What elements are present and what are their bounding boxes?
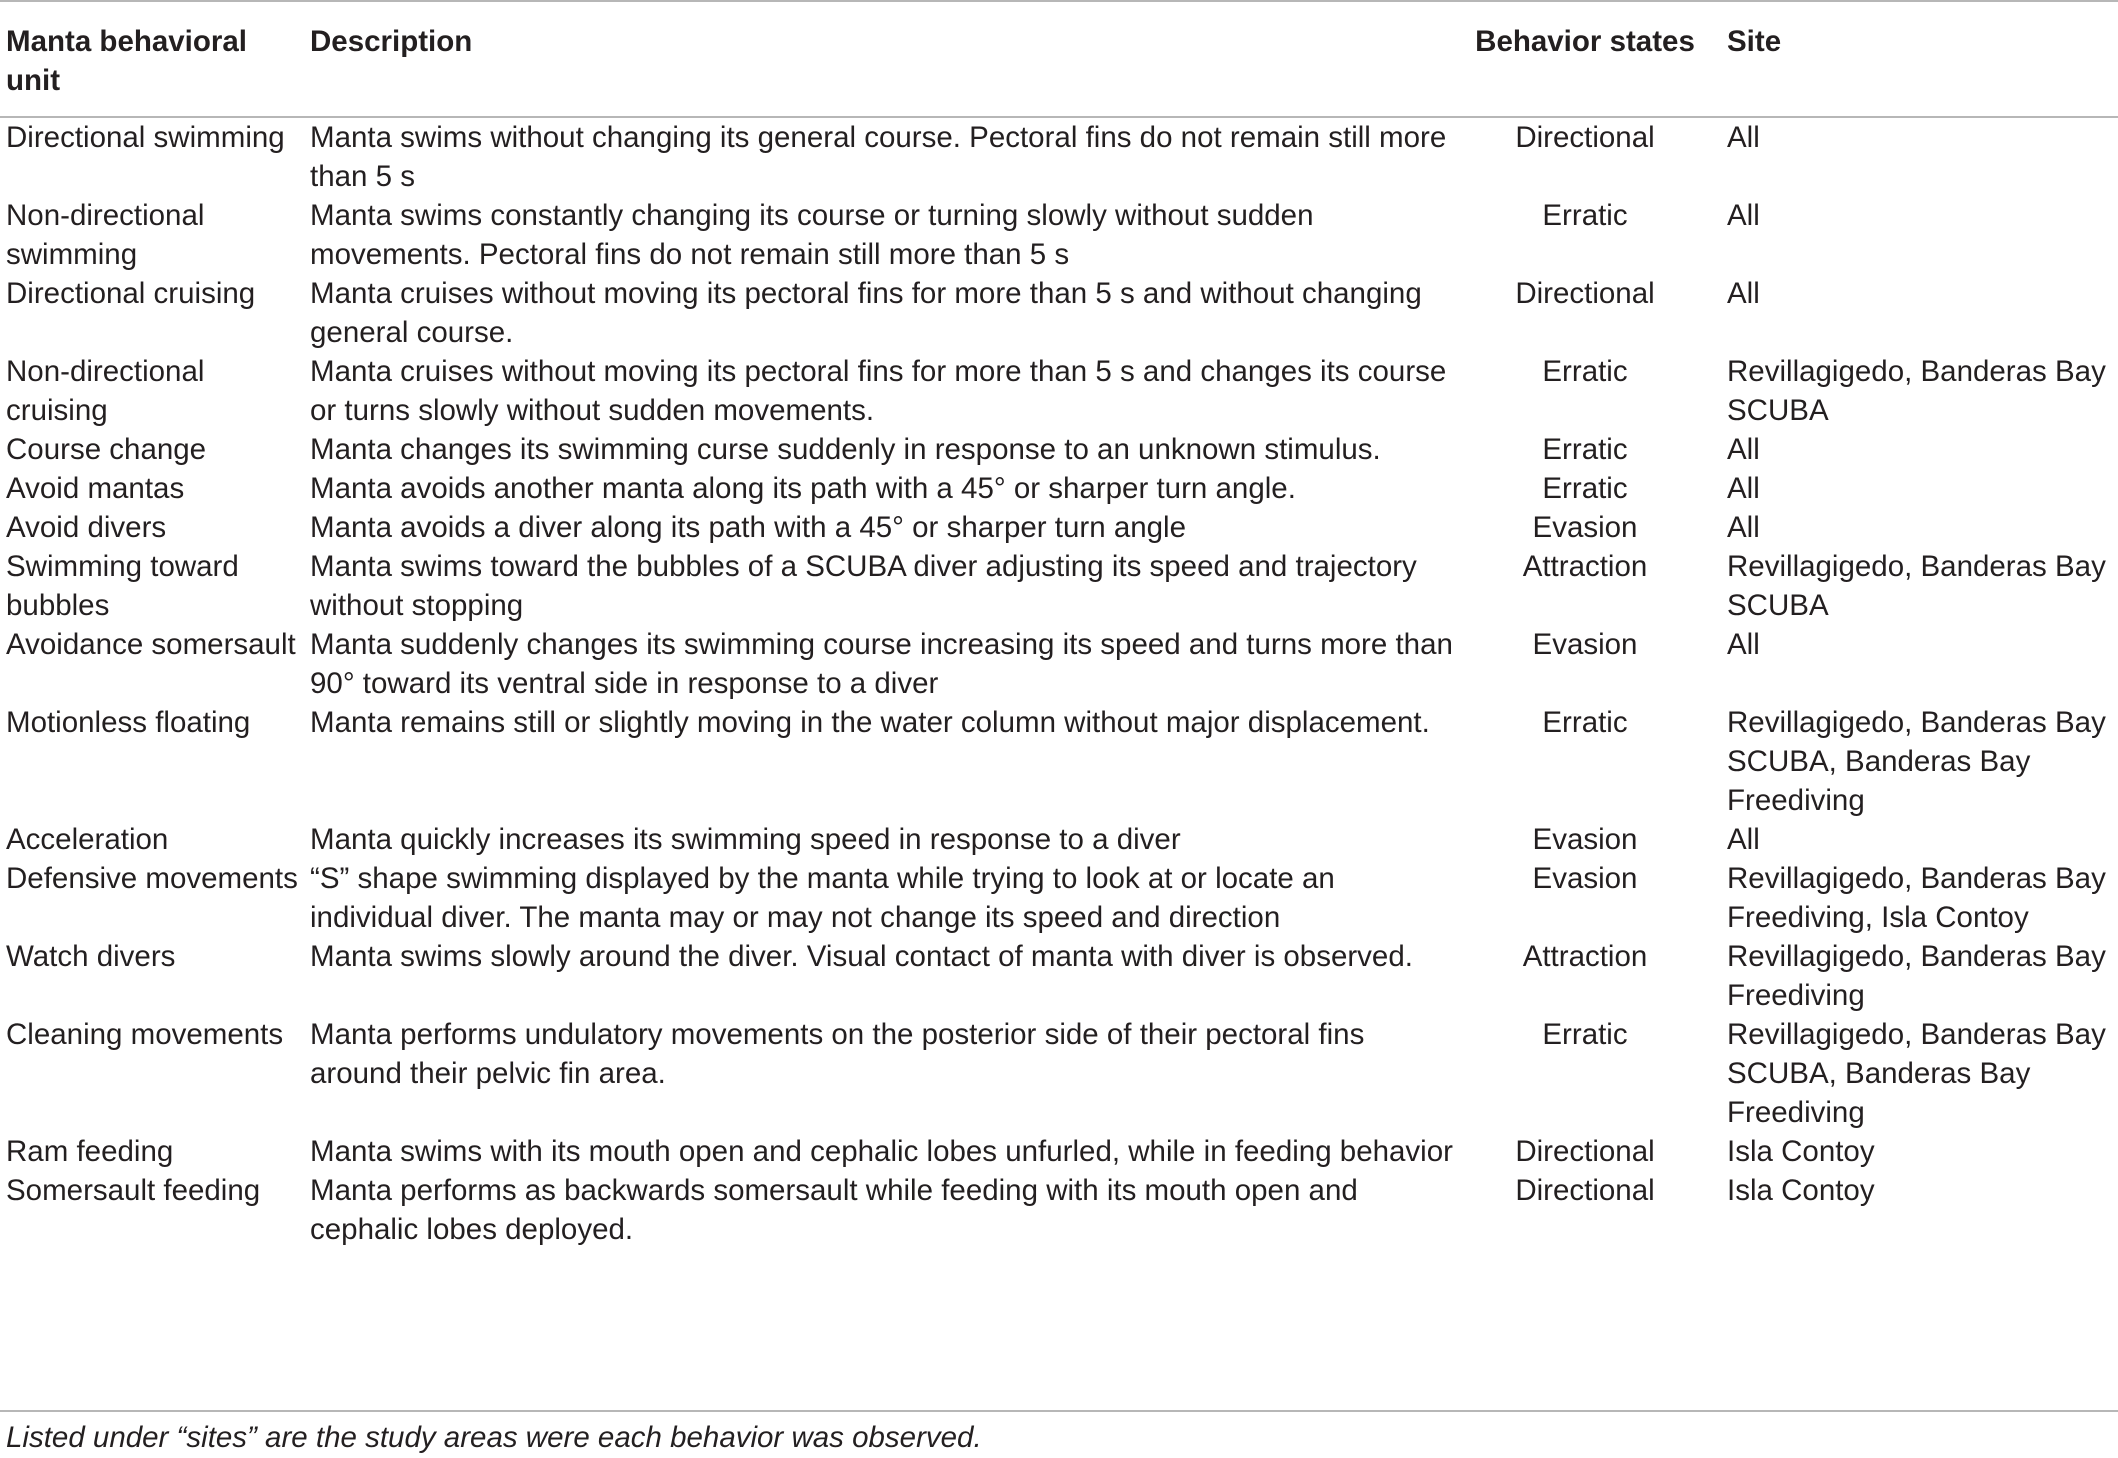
header-description: Description	[304, 1, 1453, 117]
behavior-state-cell: Evasion	[1532, 511, 1638, 544]
behavioral-unit-cell: Motionless floating	[6, 706, 251, 739]
description-cell: Manta cruises without moving its pectoral fins for more than 5 s and changes its course or turns slowly without sudden movements.	[310, 355, 1447, 427]
behavioral-unit-cell: Avoidance somersault	[6, 628, 296, 661]
site-cell: All	[1727, 277, 1760, 310]
table-row	[0, 1171, 2118, 1249]
behavior-state-cell: Erratic	[1542, 433, 1628, 466]
table-row	[0, 469, 2118, 508]
site-cell: All	[1727, 199, 1760, 232]
behavior-state-cell: Directional	[1515, 121, 1655, 154]
site-cell: Revillagigedo, Banderas Bay SCUBA	[1727, 355, 2106, 427]
table-footnote: Listed under “sites” are the study areas were each behavior was observed.	[6, 1421, 982, 1454]
behavior-state-cell: Evasion	[1532, 628, 1638, 661]
behavior-state-cell: Erratic	[1542, 706, 1628, 739]
table-row	[0, 430, 2118, 469]
description-cell: Manta swims toward the bubbles of a SCUBA diver adjusting its speed and trajectory without stopping	[310, 550, 1417, 622]
description-cell: Manta swims without changing its general course. Pectoral fins do not remain still more than 5 s	[310, 121, 1447, 193]
table-row	[0, 1015, 2118, 1132]
behavioral-unit-cell: Somersault feeding	[6, 1174, 261, 1207]
site-cell: Isla Contoy	[1727, 1174, 1875, 1207]
behavior-state-cell: Evasion	[1532, 823, 1638, 856]
site-cell: Revillagigedo, Banderas Bay SCUBA, Banderas Bay Freediving	[1727, 706, 2106, 817]
behavior-state-cell: Attraction	[1522, 550, 1648, 583]
table-row	[0, 625, 2118, 703]
behavioral-unit-cell: Directional swimming	[6, 121, 285, 154]
site-cell: All	[1727, 823, 1760, 856]
behavioral-unit-cell: Avoid divers	[6, 511, 167, 544]
site-cell: Revillagigedo, Banderas Bay SCUBA	[1727, 550, 2106, 622]
site-cell: Isla Contoy	[1727, 1135, 1875, 1168]
site-cell: All	[1727, 511, 1760, 544]
description-cell: Manta swims slowly around the diver. Visual contact of manta with diver is observed.	[310, 940, 1413, 973]
description-cell: “S” shape swimming displayed by the manta while trying to look at or locate an individual diver. The manta may or may not change its speed and direction	[310, 862, 1335, 934]
table-row	[0, 117, 2118, 196]
site-cell: All	[1727, 472, 1760, 505]
behavioral-unit-cell: Swimming toward bubbles	[6, 550, 239, 622]
table-row	[0, 859, 2118, 937]
table-row	[0, 820, 2118, 859]
site-cell: All	[1727, 433, 1760, 466]
table-body	[0, 117, 2118, 1249]
behavior-state-cell: Directional	[1515, 277, 1655, 310]
behavioral-unit-cell: Cleaning movements	[6, 1018, 284, 1051]
table-row	[0, 703, 2118, 820]
table-row	[0, 196, 2118, 274]
description-cell: Manta remains still or slightly moving in the water column without major displacement.	[310, 706, 1430, 739]
description-cell: Manta performs undulatory movements on the posterior side of their pectoral fins around their pelvic fin area.	[310, 1018, 1365, 1090]
description-cell: Manta swims with its mouth open and cephalic lobes unfurled, while in feeding behavior	[310, 1135, 1453, 1168]
table-row	[0, 508, 2118, 547]
header-behavioral-unit: Manta behavioral unit	[0, 1, 304, 117]
table-row	[0, 352, 2118, 430]
table-bottom-rule	[0, 1410, 2118, 1412]
behavioral-unit-cell: Watch divers	[6, 940, 176, 973]
behavioral-unit-cell: Non-directional cruising	[6, 355, 205, 427]
description-cell: Manta avoids a diver along its path with a 45° or sharper turn angle	[310, 511, 1186, 544]
behavior-state-cell: Erratic	[1542, 355, 1628, 388]
behavior-state-cell: Erratic	[1542, 199, 1628, 232]
table-row	[0, 1132, 2118, 1171]
behavioral-unit-cell: Acceleration	[6, 823, 169, 856]
description-cell: Manta quickly increases its swimming speed in response to a diver	[310, 823, 1181, 856]
table-header-row	[0, 1, 2118, 117]
behavioral-unit-cell: Ram feeding	[6, 1135, 174, 1168]
description-cell: Manta avoids another manta along its path with a 45° or sharper turn angle.	[310, 472, 1296, 505]
description-cell: Manta swims constantly changing its course or turning slowly without sudden movements. Pectoral fins do not remain still more than 5 s	[310, 199, 1314, 271]
site-cell: Revillagigedo, Banderas Bay Freediving	[1727, 940, 2106, 1012]
behavior-state-cell: Erratic	[1542, 472, 1628, 505]
behavior-state-cell: Erratic	[1542, 1018, 1628, 1051]
behavior-state-cell: Evasion	[1532, 862, 1638, 895]
header-behavior-states: Behavior states	[1453, 1, 1717, 117]
behavioral-unit-cell: Avoid mantas	[6, 472, 185, 505]
table-row	[0, 937, 2118, 1015]
description-cell: Manta performs as backwards somersault while feeding with its mouth open and cephalic lobes deployed.	[310, 1174, 1358, 1246]
behavior-state-cell: Directional	[1515, 1174, 1655, 1207]
description-cell: Manta suddenly changes its swimming course increasing its speed and turns more than 90° toward its ventral side in response to a diver	[310, 628, 1453, 700]
behavioral-unit-cell: Non-directional swimming	[6, 199, 205, 271]
header-site: Site	[1717, 1, 2118, 117]
site-cell: All	[1727, 121, 1760, 154]
behavioral-unit-cell: Defensive movements	[6, 862, 298, 895]
table-row	[0, 274, 2118, 352]
behavior-state-cell: Attraction	[1522, 940, 1648, 973]
behavioral-unit-cell: Directional cruising	[6, 277, 256, 310]
behavioral-unit-cell: Course change	[6, 433, 207, 466]
behavior-state-cell: Directional	[1515, 1135, 1655, 1168]
site-cell: Revillagigedo, Banderas Bay SCUBA, Banderas Bay Freediving	[1727, 1018, 2106, 1129]
description-cell: Manta changes its swimming curse suddenly in response to an unknown stimulus.	[310, 433, 1381, 466]
description-cell: Manta cruises without moving its pectoral fins for more than 5 s and without changing general course.	[310, 277, 1422, 349]
site-cell: All	[1727, 628, 1760, 661]
table-row	[0, 547, 2118, 625]
site-cell: Revillagigedo, Banderas Bay Freediving, Isla Contoy	[1727, 862, 2106, 934]
